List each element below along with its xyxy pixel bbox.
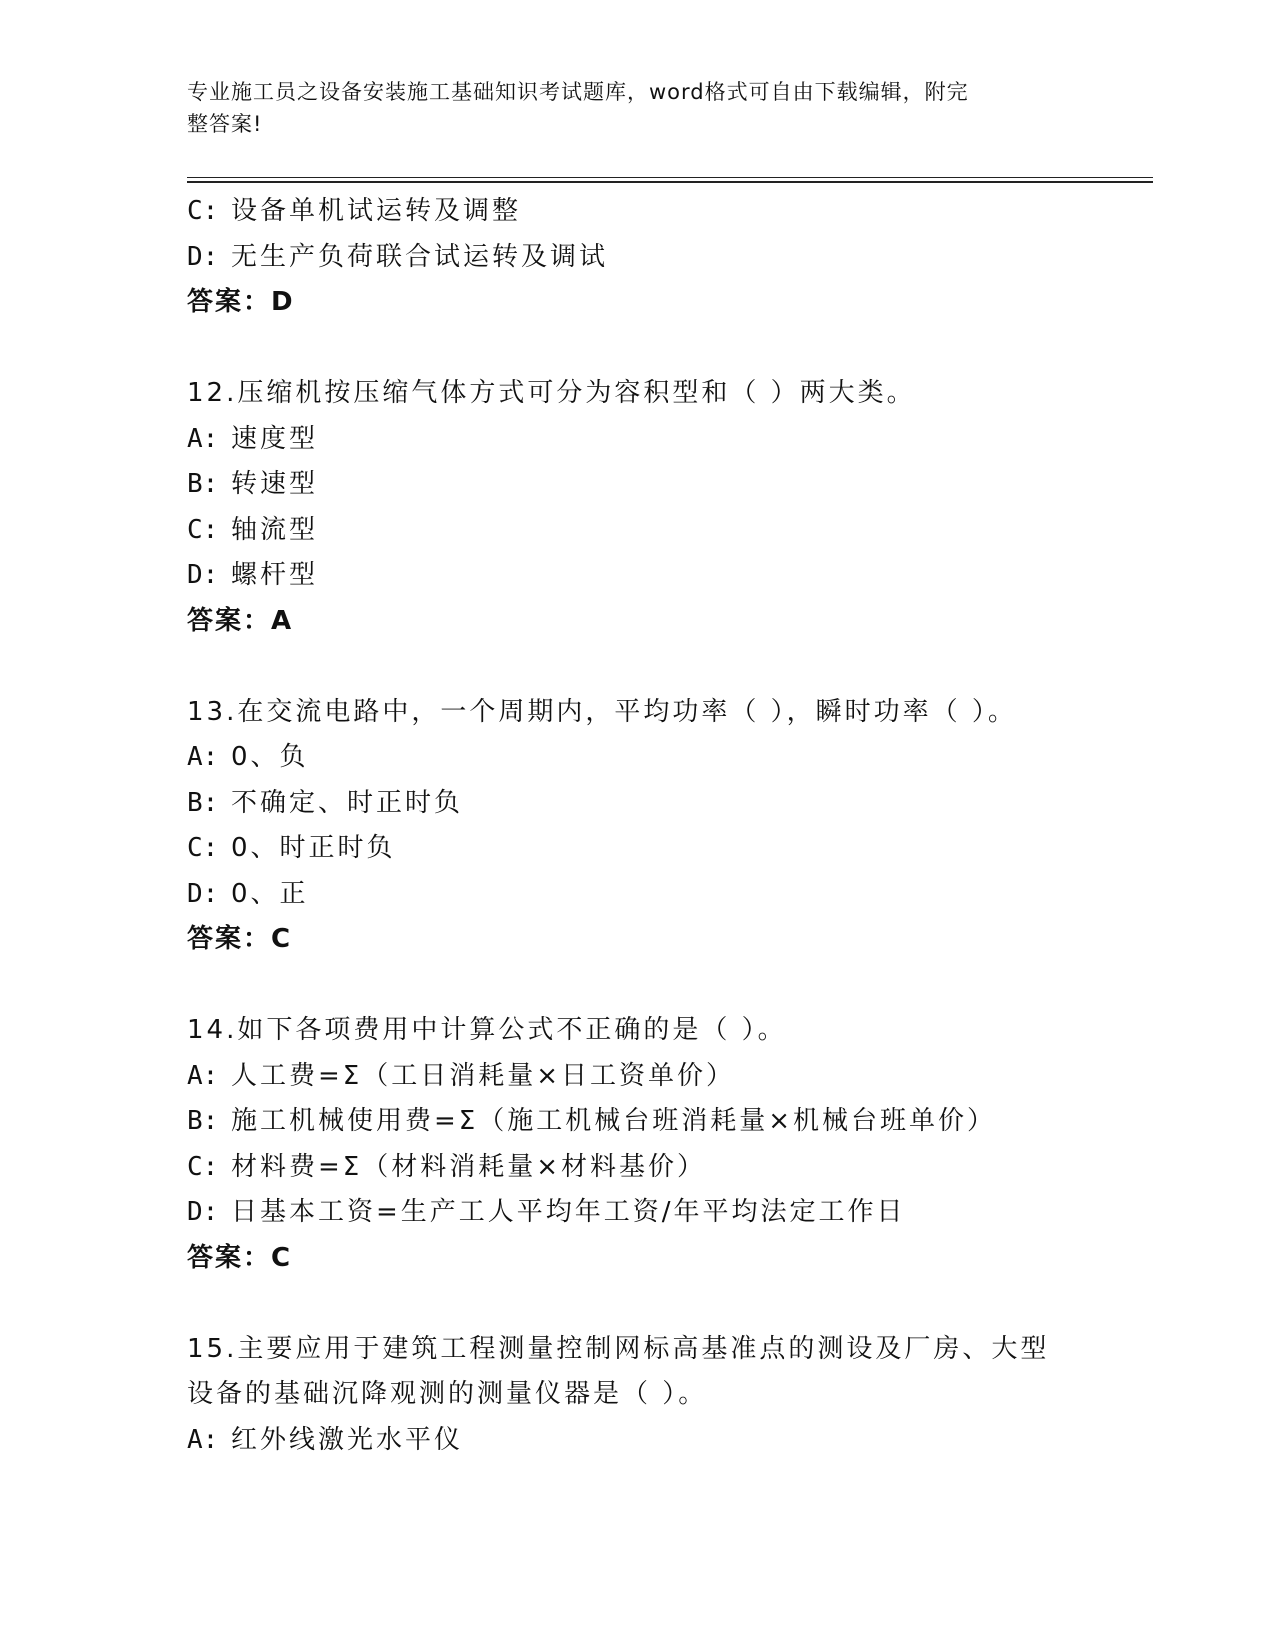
option-a bbox=[187, 1054, 1087, 1100]
answer: 答案：C bbox=[187, 924, 293, 954]
option-d bbox=[187, 235, 1087, 281]
option-text: 螺杆型 bbox=[231, 560, 319, 590]
option-label: A: bbox=[187, 423, 219, 454]
question-text: 14.如下各项费用中计算公式不正确的是（ ）。 bbox=[187, 1015, 787, 1045]
question-12 bbox=[187, 371, 1087, 644]
option-label: B: bbox=[187, 787, 219, 818]
option-label: B: bbox=[187, 1106, 219, 1136]
option-text: 无生产负荷联合试运转及调试 bbox=[231, 241, 609, 272]
option-d bbox=[187, 553, 1087, 599]
option-d bbox=[187, 872, 1087, 918]
option-d bbox=[187, 1190, 1087, 1236]
question-11-tail bbox=[187, 189, 1087, 326]
option-a bbox=[187, 417, 1087, 463]
option-label: D: bbox=[187, 241, 219, 272]
option-text: 施工机械使用费=Σ（施工机械台班消耗量×机械台班单价） bbox=[231, 1106, 996, 1136]
option-text: 红外线激光水平仪 bbox=[231, 1424, 464, 1455]
option-text: 0、负 bbox=[231, 742, 309, 772]
header-divider-thick bbox=[187, 181, 1153, 183]
answer: 答案：D bbox=[187, 287, 295, 317]
option-label: D: bbox=[187, 878, 219, 909]
header-divider-thin bbox=[187, 177, 1153, 178]
question-14 bbox=[187, 1008, 1087, 1281]
option-label: C: bbox=[187, 514, 219, 545]
question-13 bbox=[187, 690, 1087, 963]
question-text: 15.主要应用于建筑工程测量控制网标高基准点的测设及厂房、大型设备的基础沉降观测的测量仪器是（ ）。 bbox=[187, 1333, 1050, 1409]
option-c bbox=[187, 826, 1087, 872]
option-label: C: bbox=[187, 1151, 219, 1182]
option-a bbox=[187, 735, 1087, 781]
document-header bbox=[187, 76, 1067, 140]
option-b bbox=[187, 1099, 1087, 1145]
question-15 bbox=[187, 1327, 1087, 1464]
option-b bbox=[187, 781, 1087, 827]
option-text: 0、时正时负 bbox=[231, 833, 396, 863]
option-text: 日基本工资=生产工人平均年工资/年平均法定工作日 bbox=[231, 1197, 906, 1227]
option-label: A: bbox=[187, 1060, 219, 1091]
option-label: A: bbox=[187, 742, 219, 772]
question-text: 12.压缩机按压缩气体方式可分为容积型和（ ）两大类。 bbox=[187, 378, 916, 408]
option-label: D: bbox=[187, 560, 219, 590]
option-b bbox=[187, 462, 1087, 508]
option-c bbox=[187, 1145, 1087, 1191]
option-label: A: bbox=[187, 1424, 219, 1455]
option-label: C: bbox=[187, 833, 219, 863]
option-text: 材料费=Σ（材料消耗量×材料基价） bbox=[231, 1151, 706, 1182]
question-list bbox=[187, 189, 1087, 1463]
option-label: C: bbox=[187, 196, 219, 226]
option-text: 轴流型 bbox=[231, 514, 319, 545]
option-text: 人工费=Σ（工日消耗量×日工资单价） bbox=[231, 1060, 735, 1091]
header-line-2: 整答案! bbox=[187, 112, 263, 136]
option-text: 设备单机试运转及调整 bbox=[231, 196, 522, 226]
option-text: 速度型 bbox=[231, 423, 319, 454]
question-text: 13.在交流电路中，一个周期内，平均功率（ ），瞬时功率（ ）。 bbox=[187, 696, 1017, 727]
option-label: B: bbox=[187, 469, 219, 499]
option-text: 不确定、时正时负 bbox=[231, 787, 464, 818]
option-c bbox=[187, 508, 1087, 554]
answer: 答案：C bbox=[187, 1242, 293, 1273]
option-text: 转速型 bbox=[231, 469, 319, 499]
answer: 答案：A bbox=[187, 605, 294, 636]
header-line-1: 专业施工员之设备安装施工基础知识考试题库，word格式可自由下载编辑，附完 bbox=[187, 80, 969, 104]
option-text: 0、正 bbox=[231, 878, 309, 909]
option-a bbox=[187, 1418, 1087, 1464]
option-label: D: bbox=[187, 1197, 219, 1227]
option-c bbox=[187, 189, 1087, 235]
